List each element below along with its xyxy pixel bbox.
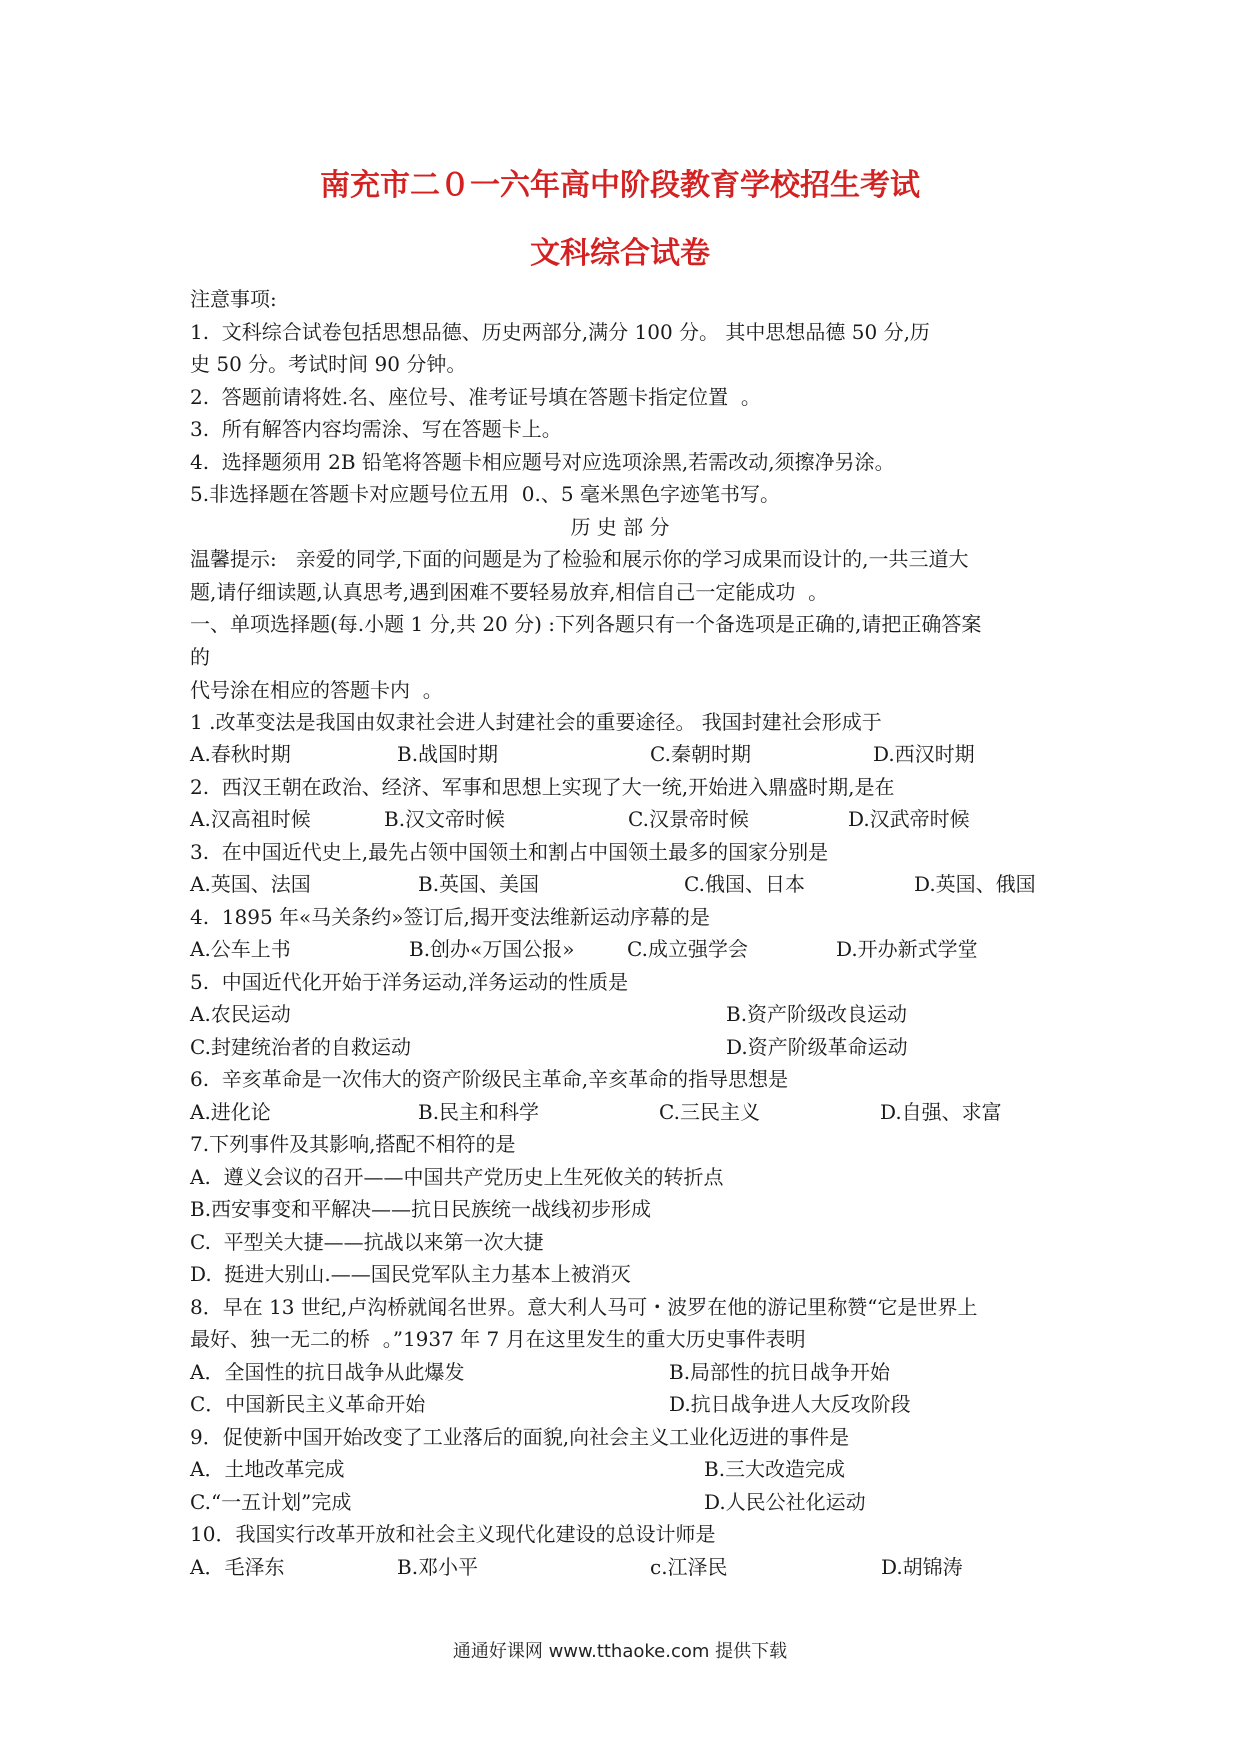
question-10: 10．我国实行改革开放和社会主义现代化建设的总设计师是 [190, 1522, 716, 1546]
question-5: 5. 中国近代化开始于洋务运动,洋务运动的性质是 [190, 970, 629, 994]
tip-line: 温馨提示: 亲爱的同学,下面的问题是为了检验和展示你的学习成果而设计的,一共三道大 [190, 547, 969, 571]
question-8: 8．早在 13 世纪,卢沟桥就闻名世界。意大利人马可・波罗在他的游记里称赞“它是世界上 [190, 1295, 978, 1319]
option-c: C．中国新民主义革命开始 [190, 1392, 426, 1416]
option-d: D.英国、俄国 [914, 872, 1036, 896]
question-7: 7.下列事件及其影响,搭配不相符的是 [190, 1132, 516, 1156]
option-b: B.民主和科学 [418, 1100, 540, 1124]
option-d: D.人民公社化运动 [704, 1490, 866, 1514]
question-1: 1 .改革变法是我国由奴隶社会进人封建社会的重要途径。 我国封建社会形成于 [190, 710, 882, 734]
option-d: D.资产阶级革命运动 [726, 1035, 908, 1059]
option-d: D.开办新式学堂 [836, 937, 978, 961]
option-a: A.春秋时期 [190, 742, 291, 766]
part-instruction: 代号涂在相应的答题卡内 。 [190, 678, 443, 702]
option-d: D.胡锦涛 [881, 1555, 963, 1579]
option-a: A．毛泽东 [190, 1555, 285, 1579]
tip-line: 题,请仔细读题,认真思考,遇到困难不要轻易放弃,相信自己一定能成功 。 [190, 580, 829, 604]
option-b: B.英国、美国 [418, 872, 540, 896]
option-b: B.资产阶级改良运动 [726, 1002, 908, 1026]
question-9: 9．促使新中国开始改变了工业落后的面貌,向社会主义工业化迈进的事件是 [190, 1425, 850, 1449]
option-c: C. 平型关大捷——抗战以来第一次大捷 [190, 1230, 544, 1254]
notice-item: 2. 答题前请将姓.名、座位号、准考证号填在答题卡指定位置 。 [190, 385, 761, 409]
footer-source: 通通好课网 www.tthaoke.com 提供下载 [452, 1641, 788, 1662]
option-d: D.西汉时期 [873, 742, 975, 766]
notice-item: 5.非选择题在答题卡对应题号位五用 0.、5 毫米黑色字迹笔书写。 [190, 482, 780, 506]
option-c: C.封建统治者的自救运动 [190, 1035, 411, 1059]
part-instruction: 一、单项选择题(每.小题 1 分,共 20 分) :下列各题只有一个备选项是正确的,请把正确答案 [190, 612, 982, 636]
question-4: 4. 1895 年«马关条约»签订后,揭开变法维新运动序幕的是 [190, 905, 710, 929]
notice-heading: 注意事项: [190, 287, 277, 311]
question-2: 2. 西汉王朝在政治、经济、军事和思想上实现了大一统,开始进入鼎盛时期,是在 [190, 775, 895, 799]
option-c: C.三民主义 [659, 1100, 760, 1124]
option-a: A.进化论 [190, 1100, 271, 1124]
option-d: D.自强、求富 [880, 1100, 1002, 1124]
option-d: D. 挺进大别山.——国民党军队主力基本上被消灭 [190, 1262, 631, 1286]
option-a: A. 遵义会议的召开——中国共产党历史上生死攸关的转折点 [190, 1165, 724, 1189]
option-c: C.俄国、日本 [684, 872, 805, 896]
question-6: 6. 辛亥革命是一次伟大的资产阶级民主革命,辛亥革命的指导思想是 [190, 1067, 789, 1091]
option-b: B.三大改造完成 [704, 1457, 846, 1481]
option-a: A．土地改革完成 [190, 1457, 345, 1481]
exam-subtitle: 文科综合试卷 [530, 236, 710, 271]
option-a: A.英国、法国 [190, 872, 311, 896]
option-b: B.西安事变和平解决——抗日民族统一战线初步形成 [190, 1197, 652, 1221]
section-title: 历 史 部 分 [570, 515, 670, 539]
exam-title: 南充市二０一六年高中阶段教育学校招生考试 [320, 168, 920, 203]
option-a: A．全国性的抗日战争从此爆发 [190, 1360, 465, 1384]
notice-item: 3. 所有解答内容均需涂、写在答题卡上。 [190, 417, 562, 441]
option-a: A.农民运动 [190, 1002, 291, 1026]
notice-item: 1. 文科综合试卷包括思想品德、历史两部分,满分 100 分。 其中思想品德 50 分,历 [190, 320, 930, 344]
notice-item: 4. 选择题须用 2B 铅笔将答题卡相应题号对应选项涂黑,若需改动,须擦净另涂。 [190, 450, 895, 474]
option-c: C.成立强学会 [627, 937, 748, 961]
option-c: C.秦朝时期 [650, 742, 751, 766]
question-8-cont: 最好、独一无二的桥 。”1937 年 7 月在这里发生的重大历史事件表明 [190, 1327, 806, 1351]
option-d: D.抗日战争进人大反攻阶段 [669, 1392, 911, 1416]
option-b: B.邓小平 [397, 1555, 479, 1579]
option-c: C.“一五计划”完成 [190, 1490, 352, 1514]
option-d: D.汉武帝时候 [848, 807, 970, 831]
option-c: C.汉景帝时候 [628, 807, 749, 831]
option-c: c.江泽民 [650, 1555, 728, 1579]
option-a: A.公车上书 [190, 937, 291, 961]
notice-item: 史 50 分。考试时间 90 分钟。 [190, 352, 467, 376]
option-b: B.战国时期 [397, 742, 499, 766]
option-b: B.汉文帝时候 [384, 807, 506, 831]
option-b: B.局部性的抗日战争开始 [669, 1360, 891, 1384]
question-3: 3. 在中国近代史上,最先占领中国领土和割占中国领土最多的国家分别是 [190, 840, 829, 864]
option-b: B.创办«万国公报» [409, 937, 575, 961]
part-instruction: 的 [190, 645, 210, 669]
option-a: A.汉高祖时候 [190, 807, 311, 831]
